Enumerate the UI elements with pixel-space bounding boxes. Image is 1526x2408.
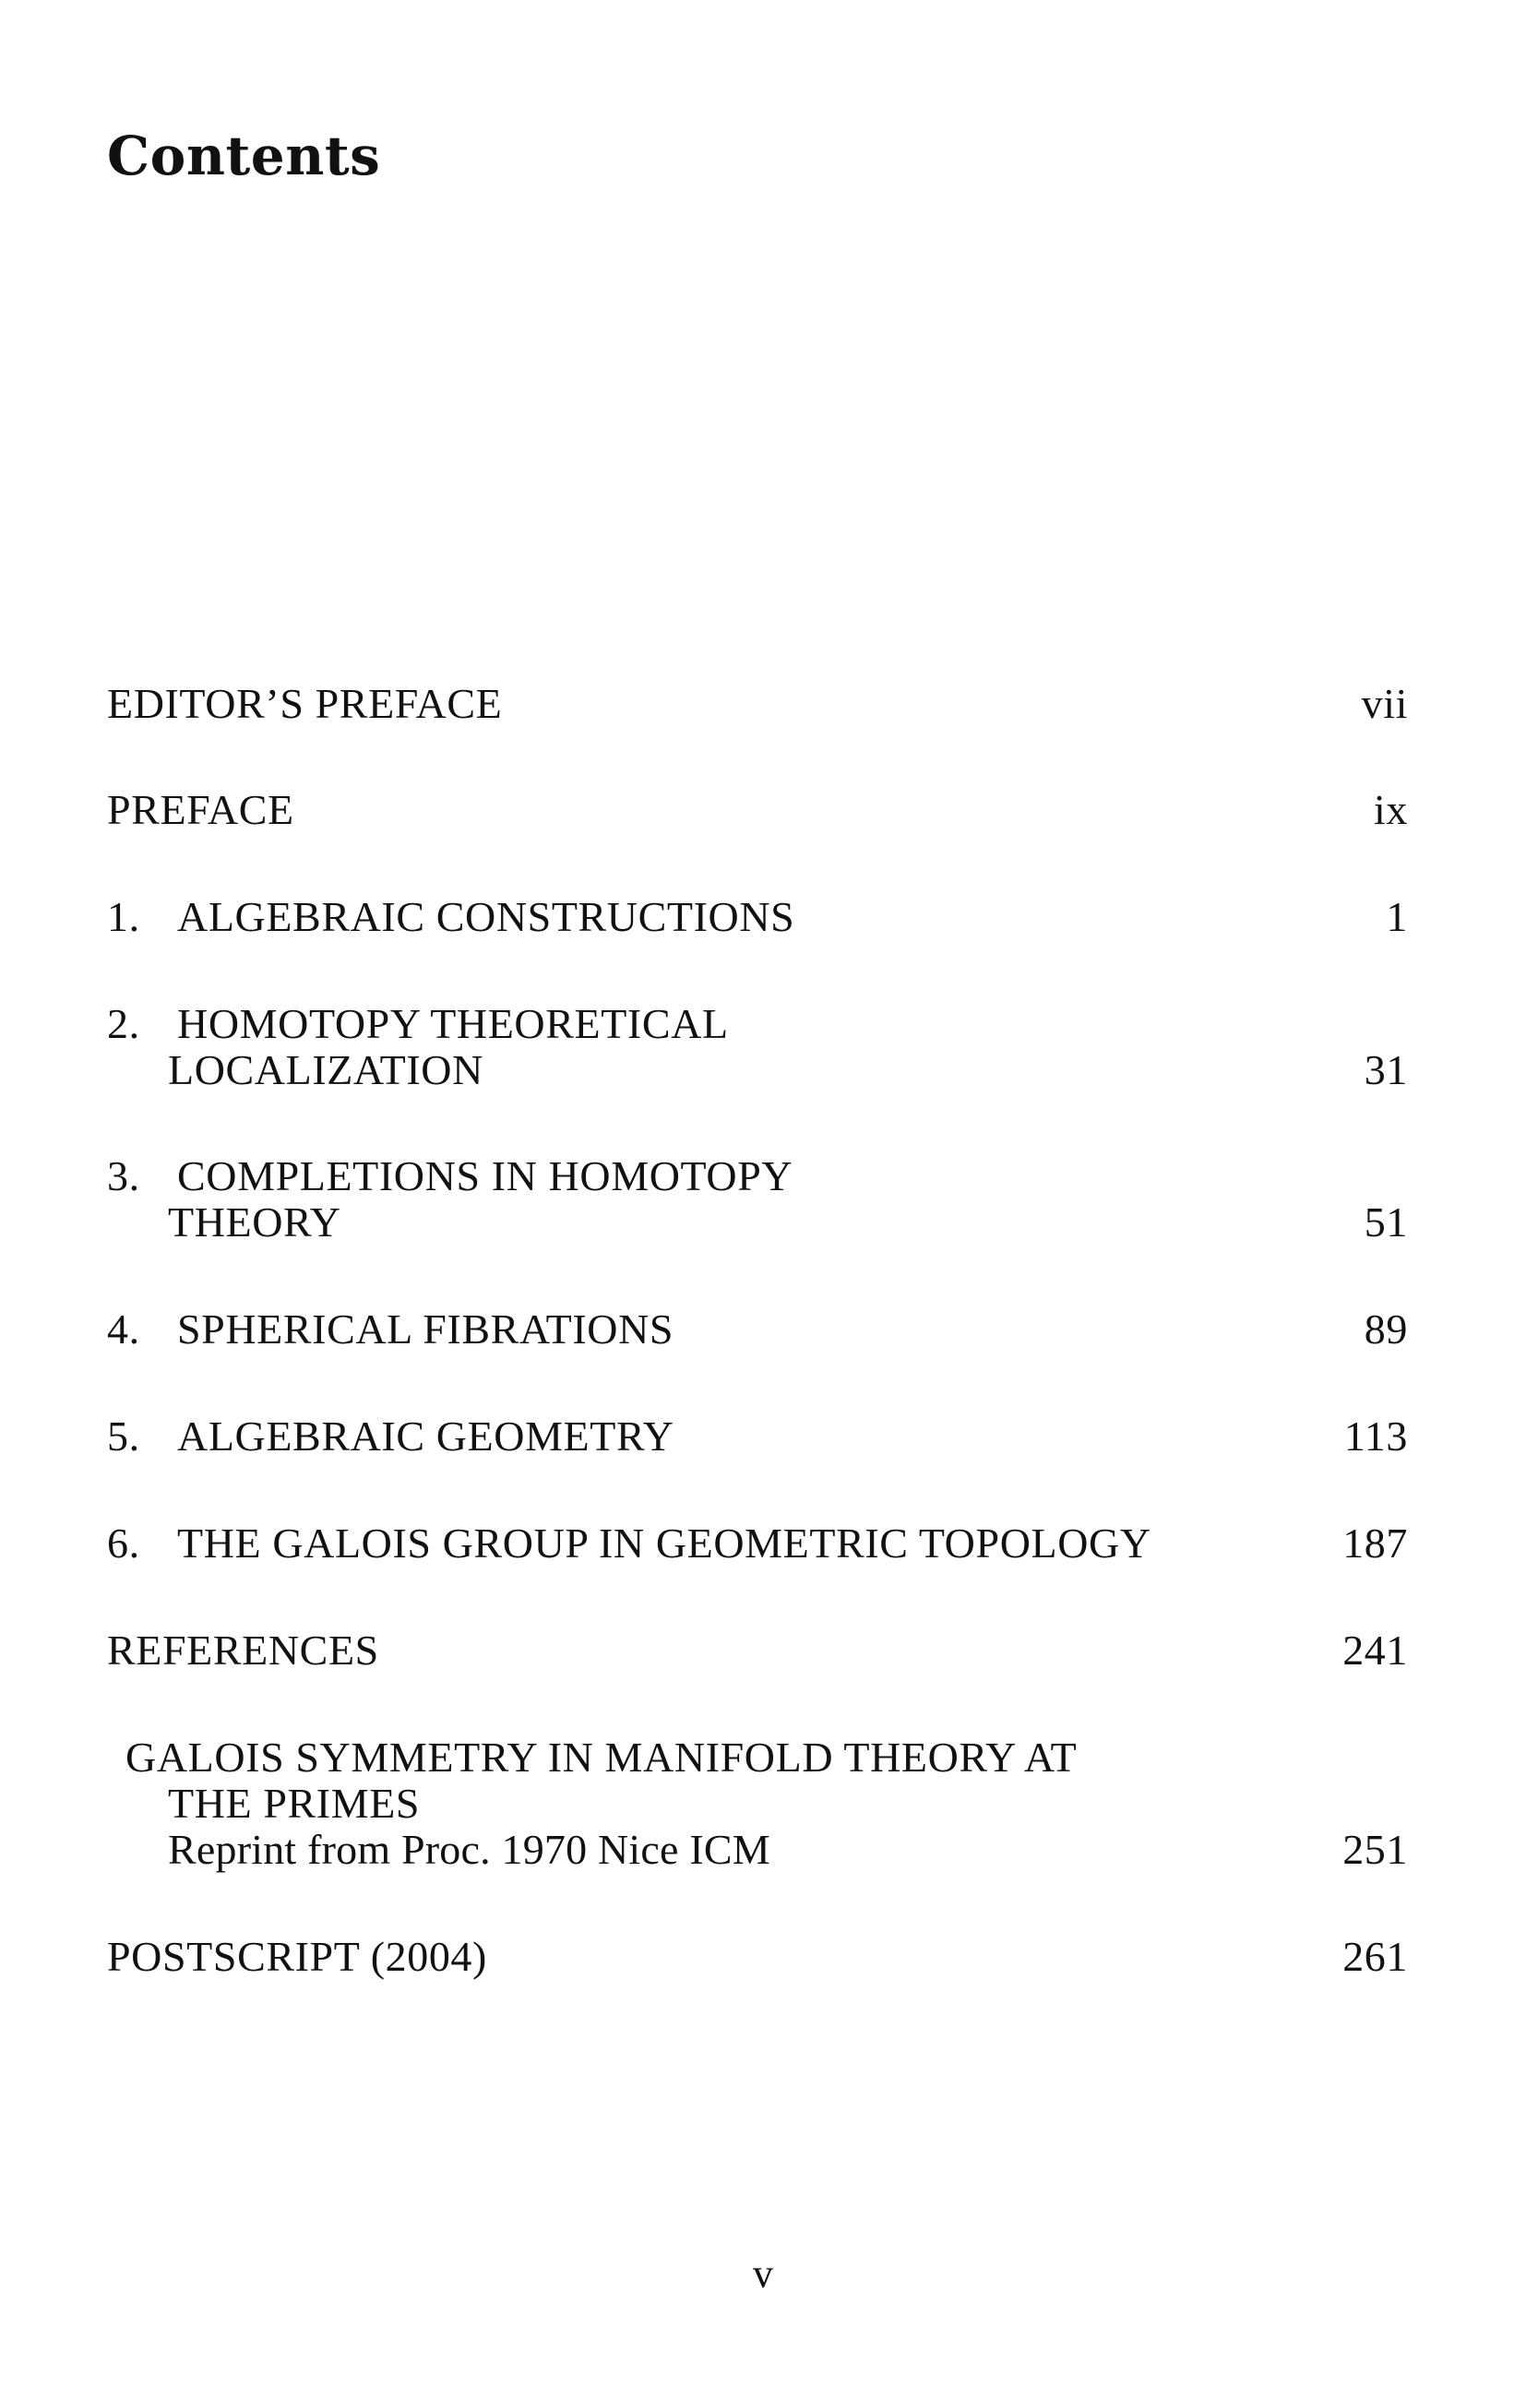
- toc-entry-postscript[interactable]: [107, 1934, 1408, 1980]
- toc-page-number: 1: [1386, 893, 1408, 940]
- page-title: Contents: [107, 125, 381, 187]
- toc-entry-subtitle: Reprint from Proc. 1970 Nice ICM: [168, 1826, 770, 1873]
- toc-page-number: 31: [1364, 1046, 1408, 1093]
- toc-page-number: 89: [1364, 1305, 1408, 1353]
- toc-line: [107, 1153, 1408, 1199]
- toc-entry-chapter-2[interactable]: [107, 1001, 1408, 1093]
- toc-page-number: 51: [1364, 1198, 1408, 1246]
- toc-entry-title: EDITOR’S PREFACE: [107, 680, 503, 727]
- toc-line: [107, 1413, 1408, 1460]
- toc-line: [107, 1934, 1408, 1980]
- toc-line: [107, 894, 1408, 940]
- toc-line: [107, 1734, 1408, 1781]
- toc-entry-editors-preface[interactable]: [107, 681, 1408, 727]
- toc-entry-title-continued: LOCALIZATION: [168, 1046, 483, 1093]
- toc-line: [107, 1520, 1408, 1567]
- toc-entry-chapter-6[interactable]: [107, 1520, 1408, 1567]
- toc-page-number: 187: [1342, 1520, 1408, 1567]
- toc-entry-title: SPHERICAL FIBRATIONS: [177, 1305, 674, 1353]
- toc-chapter-number: 2.: [107, 1000, 140, 1047]
- toc-entry-title: COMPLETIONS IN HOMOTOPY: [177, 1152, 793, 1199]
- toc-line: [107, 681, 1408, 727]
- toc-chapter-number: 5.: [107, 1413, 140, 1460]
- toc-page-number: 241: [1342, 1627, 1408, 1674]
- toc-line: [107, 1306, 1408, 1353]
- toc-entry-title: PREFACE: [107, 786, 294, 833]
- toc-entry-title: REFERENCES: [107, 1627, 379, 1674]
- toc-entry-title: THE GALOIS GROUP IN GEOMETRIC TOPOLOGY: [177, 1520, 1151, 1567]
- toc-entry-galois-symmetry-reprint[interactable]: [107, 1734, 1408, 1873]
- toc-entry-title: POSTSCRIPT (2004): [107, 1933, 487, 1980]
- toc-line: [107, 1199, 1408, 1246]
- toc-entry-title-continued: THEORY: [168, 1198, 341, 1246]
- toc-page-number: ix: [1374, 786, 1408, 833]
- toc-entry-chapter-4[interactable]: [107, 1306, 1408, 1353]
- toc-line: [107, 787, 1408, 833]
- toc-entry-title-continued: THE PRIMES: [168, 1780, 421, 1827]
- toc-page-number: 251: [1342, 1826, 1408, 1873]
- toc-page-number: 113: [1343, 1413, 1408, 1460]
- toc-entry-references[interactable]: [107, 1627, 1408, 1674]
- toc-entry-title: ALGEBRAIC CONSTRUCTIONS: [177, 893, 795, 940]
- toc-entry-title: HOMOTOPY THEORETICAL: [177, 1000, 729, 1047]
- toc-chapter-number: 6.: [107, 1520, 140, 1567]
- toc-line: [107, 1047, 1408, 1093]
- toc-line: [107, 1001, 1408, 1047]
- toc-chapter-number: 3.: [107, 1152, 140, 1199]
- toc-page-number: 261: [1342, 1933, 1408, 1980]
- toc-entry-chapter-5[interactable]: [107, 1413, 1408, 1460]
- toc-chapter-number: 1.: [107, 893, 140, 940]
- toc-line: [107, 1781, 1408, 1827]
- toc-line: [107, 1827, 1408, 1873]
- toc-page-number: vii: [1361, 680, 1408, 727]
- toc-entry-chapter-3[interactable]: [107, 1153, 1408, 1246]
- toc-chapter-number: 4.: [107, 1305, 140, 1353]
- toc-entry-preface[interactable]: [107, 787, 1408, 833]
- page-number-footer: v: [753, 2251, 773, 2296]
- toc-entry-title: ALGEBRAIC GEOMETRY: [177, 1413, 674, 1460]
- toc-entry-title: GALOIS SYMMETRY IN MANIFOLD THEORY AT: [125, 1734, 1078, 1781]
- toc-entry-chapter-1[interactable]: [107, 894, 1408, 940]
- toc-line: [107, 1627, 1408, 1674]
